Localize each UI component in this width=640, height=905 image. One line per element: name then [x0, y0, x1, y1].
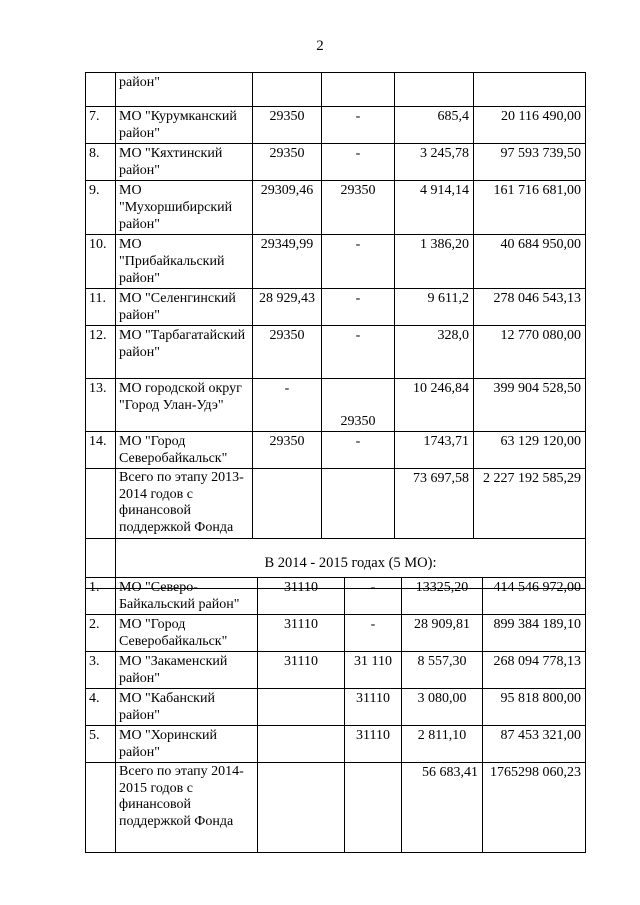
cost-value-1: 31110 [258, 652, 345, 689]
row-number: 8. [86, 144, 116, 181]
cost-value-2: 31 110 [345, 652, 402, 689]
cost-value-2: - [345, 615, 402, 652]
row-number: 14. [86, 432, 116, 469]
table-row [86, 578, 586, 615]
mo-name: МО "Прибайкальский район" [116, 235, 253, 289]
area-value: 3 080,00 [402, 689, 483, 726]
area-value: 9 611,2 [395, 289, 474, 326]
table-row [86, 144, 586, 181]
row-number: 1. [86, 578, 116, 615]
sum-value: 87 453 321,00 [483, 726, 586, 763]
table-row [86, 107, 586, 144]
mo-name: МО городской округ "Город Улан-Удэ" [116, 379, 253, 432]
area-value: 1743,71 [395, 432, 474, 469]
cost-value-2: 29350 [322, 379, 395, 432]
sum-value: 278 046 543,13 [474, 289, 586, 326]
sum-value: 97 593 739,50 [474, 144, 586, 181]
total-sum: 1765298 060,23 [483, 763, 586, 853]
area-value: 328,0 [395, 326, 474, 379]
row-number: 12. [86, 326, 116, 379]
table-row [86, 615, 586, 652]
row-number: 4. [86, 689, 116, 726]
table-row [86, 652, 586, 689]
cost-value-1 [258, 689, 345, 726]
cost-value-1: 29350 [253, 432, 322, 469]
section-header: В 2014 - 2015 годах (5 МО): [116, 539, 586, 589]
total-sum: 2 227 192 585,29 [474, 469, 586, 539]
total-row [86, 469, 586, 539]
cost-value-2: - [322, 107, 395, 144]
cost-value-1: 29350 [253, 107, 322, 144]
area-value: 685,4 [395, 107, 474, 144]
total-area: 73 697,58 [395, 469, 474, 539]
mo-name: МО "Кяхтинский район" [116, 144, 253, 181]
sum-value: 414 546 972,00 [483, 578, 586, 615]
mo-name: МО "Селенгинский район" [116, 289, 253, 326]
area-value: 4 914,14 [395, 181, 474, 235]
sum-value: 899 384 189,10 [483, 615, 586, 652]
mo-name: МО "Кабанский район" [116, 689, 258, 726]
row-number: 3. [86, 652, 116, 689]
table-row [86, 181, 586, 235]
sum-value: 12 770 080,00 [474, 326, 586, 379]
area-value: 2 811,10 [402, 726, 483, 763]
sum-value: 95 818 800,00 [483, 689, 586, 726]
sum-value: 161 716 681,00 [474, 181, 586, 235]
sum-value: 40 684 950,00 [474, 235, 586, 289]
cost-value-1: 31110 [258, 578, 345, 615]
cost-value-1: - [253, 379, 322, 432]
mo-name: МО "Хоринский район" [116, 726, 258, 763]
cost-value-2: - [345, 578, 402, 615]
cost-value-2: - [322, 289, 395, 326]
total-label: Всего по этапу 2013-2014 годов с финансовой поддержкой Фонда [116, 469, 253, 539]
area-value: 13325,20 [402, 578, 483, 615]
mo-name: МО "Курумканский район" [116, 107, 253, 144]
area-value: 10 246,84 [395, 379, 474, 432]
mo-name: МО "Тарбагатайский район" [116, 326, 253, 379]
mo-name: МО "Северо-Байкальский район" [116, 578, 258, 615]
cost-value-1: 28 929,43 [253, 289, 322, 326]
table-2013-2014 [85, 72, 586, 589]
row-number: 11. [86, 289, 116, 326]
total-row [86, 763, 586, 853]
cost-value-2: - [322, 326, 395, 379]
cost-value-1: 29309,46 [253, 181, 322, 235]
cost-value-1: 29350 [253, 326, 322, 379]
mo-name: МО "Город Северобайкальск" [116, 432, 253, 469]
area-value: 8 557,30 [402, 652, 483, 689]
row-number: 2. [86, 615, 116, 652]
row-number: 13. [86, 379, 116, 432]
cost-value-2: 29350 [322, 181, 395, 235]
cost-value-1: 31110 [258, 615, 345, 652]
table-row [86, 689, 586, 726]
total-area: 56 683,41 [402, 763, 483, 853]
table-row [86, 289, 586, 326]
cost-value-1 [258, 726, 345, 763]
sum-value: 268 094 778,13 [483, 652, 586, 689]
table-row [86, 379, 586, 432]
sum-value: 63 129 120,00 [474, 432, 586, 469]
mo-name: район" [116, 73, 253, 107]
area-value: 3 245,78 [395, 144, 474, 181]
cost-value-2: - [322, 432, 395, 469]
cost-value-1: 29349,99 [253, 235, 322, 289]
cost-value-2: 31110 [345, 689, 402, 726]
table-row [86, 235, 586, 289]
total-label: Всего по этапу 2014-2015 годов с финансовой поддержкой Фонда [116, 763, 258, 853]
row-number: 5. [86, 726, 116, 763]
area-value: 1 386,20 [395, 235, 474, 289]
mo-name: МО "Город Северобайкальск" [116, 615, 258, 652]
table-row [86, 726, 586, 763]
cost-value-1: 29350 [253, 144, 322, 181]
mo-name: МО "Мухоршибирский район" [116, 181, 253, 235]
row-number: 9. [86, 181, 116, 235]
area-value: 28 909,81 [402, 615, 483, 652]
cost-value-2: - [322, 144, 395, 181]
cost-value-2: - [322, 235, 395, 289]
page-number: 2 [316, 38, 324, 54]
sum-value: 399 904 528,50 [474, 379, 586, 432]
sum-value: 20 116 490,00 [474, 107, 586, 144]
row-number: 10. [86, 235, 116, 289]
table-2014-2015 [85, 577, 586, 853]
table-row [86, 326, 586, 379]
table-row [86, 432, 586, 469]
row-number: 7. [86, 107, 116, 144]
mo-name: МО "Закаменский район" [116, 652, 258, 689]
table-row [86, 73, 586, 107]
cost-value-2: 31110 [345, 726, 402, 763]
row-number [86, 73, 116, 107]
